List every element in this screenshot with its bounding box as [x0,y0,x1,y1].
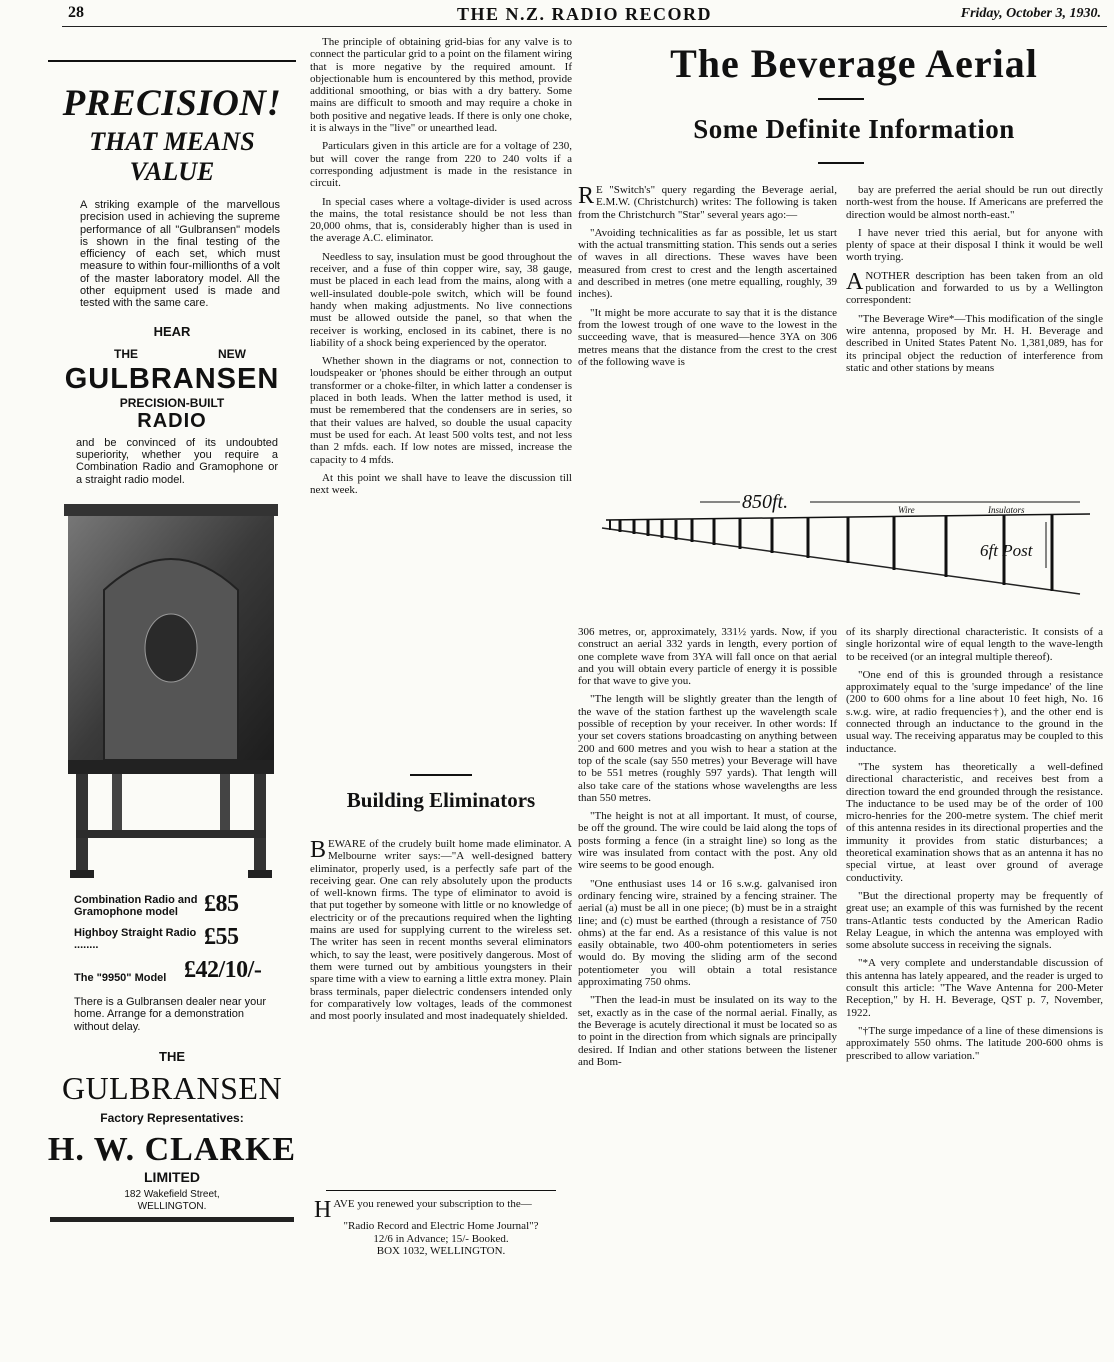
ad-limited: LIMITED [144,1169,200,1186]
article-subtitle: Some Definite Information [693,114,1015,144]
ad-precision-built: PRECISION-BUILT [119,395,225,410]
subscription-notice [310,1198,572,1258]
building-eliminators-body [310,838,572,1028]
paragraph: "The height is not at all important. It must, of course, be off the ground. The wire could be laid along the tops of posts forming a fence (in a straight line) so long as the wire was insulated from contact with the post. Any old wire seems to be good enough. [578,810,837,872]
diagram-post-label: 6ft Post [980,541,1033,560]
paragraph: "It might be more accurate to say that it is the distance from the lowest trough of one wave to the lowest in the succeeding wave, that is measured—hence 3YA on 306 metres means that the distance from the crest to the crest of the following wave is [578,306,837,368]
diagram-insulators-label: Insulators [988,505,1025,515]
ad-dealer-note: There is a Gulbransen dealer near your home. Arrange for a demonstration without delay. [74,995,266,1033]
radio-cabinet-illustration [60,498,282,886]
price-highboy [74,924,300,951]
price-label: The "9950" Model [74,971,167,984]
paragraph: The principle of obtaining grid-bias for any valve is to connect the particular grid to a point on the filament wiring that is more negative by the required amount. If objectionable hum is encountered by this method, provide additional smoothing, or bias with a dry battery. Some mains are difficult to smooth and may require a choke in both positive and negative leads. If there is only one choke, it is always in the "live" or unearthed lead. [310,36,572,135]
ad-city: WELLINGTON. [137,1201,207,1213]
ad-intro: A striking example of the marvellous precision used in achieving the supreme performance of all "Gulbransen" models is shown in the final testing of the efficiency of each set, which must measure to within four-millionths of a volt of the master laboratory model. All the other equipment used is made and tested with the same care. [80,199,280,310]
paragraph: At this point we shall have to leave the discussion till next week. [310,471,572,497]
renew-line-4: BOX 1032, WELLINGTON. [376,1245,506,1257]
ad-the: THE [114,346,138,361]
publication-title: THE N.Z. RADIO RECORD [456,4,713,24]
paragraph: "One end of this is grounded through a resistance approximately equal to the 'surge impedance' of the line (200 to 600 ohms for a line about 10 feet high, No. 16 s.w.g. wire, at radio frequencies†), and the other end is connected through an inductance to the ground in the usual way. The receiving apparatus may be coupled to this inductance. [846,668,1103,755]
paragraph: 306 metres, or, approximately, 331½ yards. Now, if you construct an aerial 332 yards in length, every portion of one complete wave from 3YA will fall once on that aerial and you will obtain every particle of energy it is possible for that wave to give you. [578,626,837,688]
renew-line-3: 12/6 in Advance; 15/- Booked. [373,1232,509,1245]
ad-brand: GULBRANSEN [64,362,280,395]
diagram-length-label: 850ft. [742,491,789,513]
ad-bottom-rule [50,1217,294,1222]
ad-headline: PRECISION! [62,83,282,124]
page-number: 28 [68,4,84,21]
paragraph: Whether shown in the diagrams or not, connection to loudspeaker or 'phones should be either through an output transformer or a choke-filter, in which latter a condenser is placed in both leads. When the latter method is used, it must be remembered that the condensers are in series, so that their values are halved, so double the usual capacity must be used for each. At least 500 volts test, and not less than 2 mfds. each. If low notes are missed, increase the capacity to 4 mfds. [310,355,572,466]
ad-hear: HEAR [153,323,191,339]
ad-the-new [114,347,246,361]
ad-subheadline: THAT MEANS VALUE [89,127,255,186]
renew-text: AVE you renewed your subscription to the— [333,1198,532,1210]
paragraph: Needless to say, insulation must be good throughout the receiver, and a fuse of thin copper wire, say, 38 gauge, must be placed in each lead from the mains, along with a well-insulated double-pole switch, which will be found handy when making adjustments. No live connections must be allowed outside the panel, so that when the receiver is working, enclosed in its cabinet, there is no liability of a shock being experienced by the operator. [310,250,572,349]
drop-cap: B [310,837,327,863]
renew-line-2: "Radio Record and Electric Home Journal"? [343,1220,539,1232]
ad-new: NEW [218,346,246,361]
paragraph: "The Beverage Wire*—This modification of the single wire antenna, proposed by Mr. H. H. Beverage and described in United States Patent No. 1,381,089, has for its principal object the reduction of interference from static and other stations by means [846,312,1103,374]
price-9950 [74,957,300,984]
ad-the-2: THE [159,1049,185,1065]
price-label: Combination Radio and Gramophone model [74,893,198,918]
gulbransen-advertisement [44,60,300,1286]
masthead [62,2,1107,27]
price-value: £85 [204,890,239,917]
ad-convinced: and be convinced of its undoubted superiority, whether you require a Combination Radio and Gramophone or a straight radio model. [76,436,278,486]
diagram-wire-label: Wire [898,505,915,515]
renew-line-1 [310,1197,572,1223]
paragraph: "*A very complete and understandable discussion of this antenna has lately appeared, and the reader is urged to consult this article: "The Wave Antenna for 200-Meter Reception," by H. H. Beverage, QST p. 7, November, 1922. [846,957,1103,1019]
section-rule [410,774,472,776]
article-title: The Beverage Aerial [670,41,1038,86]
drop-cap: R [578,183,595,209]
paragraph: "Then the lead-in must be insulated on its way to the set, exactly as in the case of the normal aerial. Finally, as the Beverage is acutely directional it must be located so as to point in the direction from which signals are principally desired. If Indian and other stations between the listener and Bom- [578,994,837,1068]
article-column-4 [846,184,1103,380]
paragraph: I have never tried this aerial, but for anyone with plenty of space at their disposal I think it would be well worth trying. [846,226,1103,264]
article-column-4-continued [846,626,1103,1068]
ad-factory-reps: Factory Representatives: [100,1111,244,1126]
paragraph: bay are preferred the aerial should be run out directly north-west from the house. If Americans are preferred the direction would be almost north-east." [846,184,1103,221]
price-value: £42/10/- [184,956,262,983]
paragraph: "The length will be slightly greater than the length of the wave of the station farthest up the wavelength scale possible of reception by your receiver. In other words: If your set covers stations broadcasting on anything between 200 and 600 metres and you wish to hear a station at the top of the scale (say 550 metres) your Beverage will have to be 551 metres (roughly 597 yards). That length will also take care of the stations whose wavelengths are less than 550 metres. [578,693,837,804]
beverage-aerial-diagram [600,490,1092,602]
ad-radio: RADIO [137,409,207,432]
building-eliminators-title: Building Eliminators [346,788,536,812]
price-value: £55 [204,923,239,950]
ad-brand-2: GULBRANSEN [61,1070,283,1107]
issue-date: Friday, October 3, 1930. [960,6,1101,21]
paragraph: "One enthusiast uses 14 or 16 s.w.g. galvanised iron ordinary fencing wire, strained by a fencing strainer. The aerial (a) must be all in one piece; (b) must be in a straight line; and (c) must be earthed (through a resistance of 750 ohms) at the far end. As a resistance of this value is not easily obtainable, two 400-ohm potentiometers in series would do. By moving the sliding arm of the second potentiometer you will obtain a total resistance approximating 750 ohms. [578,877,837,989]
price-combination [74,891,300,918]
paragraph: In special cases where a voltage-divider is used across the mains, the total resistance should be not less than 20,000 ohms, that is, considerably higher than is used in the average A.C. eliminator. [310,195,572,245]
paragraph: Particulars given in this article are for a voltage of 230, but will cover the range from 220 to 240 volts if a corresponding adjustment is made in the resistance in circuit. [310,140,572,190]
ad-street: 182 Wakefield Street, [124,1189,220,1201]
paragraph-text: E "Switch's" query regarding the Beverage aerial, E.M.W. (Christchurch) writes: The following is taken from the Christchurch "Star" several years ago:— [578,184,837,221]
drop-cap: A [846,268,864,295]
ad-address [44,1189,300,1213]
article-column-3-continued [578,626,837,1074]
renew-top-rule [326,1190,556,1191]
article-column-3 [578,184,837,374]
paragraph: "Avoiding technicalities as far as possible, let us start with the actual transmitting station. This sends out a series of waves in all directions. These waves have been measured from crest to crest and the length ascertained and described in metres (one metre equalling, roughly, 39 inches). [578,226,837,301]
ad-top-rule [48,60,296,62]
price-label: Highboy Straight Radio ........ [74,926,197,951]
paragraph: of its sharply directional characteristic. It consists of a single horizontal wire of equal length to the wave-length to be received (or an integral multiple thereof). [846,626,1103,663]
paragraph-text: NOTHER description has been taken from an old publication and forwarded to us by a Wellington correspondent: [846,269,1103,307]
title-rule [818,98,864,100]
drop-cap: H [314,1197,332,1223]
ad-company: H. W. CLARKE [47,1131,297,1169]
paragraph [578,184,837,221]
paragraph-text: EWARE of the crudely built home made eliminator. A Melbourne writer says:—"A well-designed battery eliminator, properly used, is a perfectly safe part of the receiving gear. One can rely absolutely upon the products of well-known firms. The type of eliminator to avoid is that put together by someone with little or no knowledge of electricity or of the precautions required when the lighting mains are used for supplying current to the wireless set. The writer has seen in recent months several eliminators which, to say the least, were positively dangerous. Most of them were turned out by ambitious youngsters in their spare time with a view to earning a little extra money. Plain brass terminals, paper dielectric condensers intended only for comparatively low voltages, leads of the commonest and most poorly insulated and most inadequately shielded. [310,838,572,1023]
paragraph: "But the directional property may be frequently of great use; an example of this was furnished by the recent trans-Atlantic tests conducted by the American Radio Relay League, in which the antenna was employed with some absolute success in receiving the signals. [846,889,1103,952]
column-2 [310,36,572,502]
subtitle-rule [818,162,864,164]
paragraph [846,270,1103,307]
paragraph: "The system has theoretically a well-defined directional characteristic, and receives best from a direction toward the end grounded through the resistance. The inductance to be used may be of the order of 100 micro-henries for the 200-metre system. The chief merit of this antenna resides in its directional properties and the immunity it provides from static disturbances; a theoretical examination shows that as an antenna it has no special virtue, at least over ground of average conductivity. [846,760,1103,884]
paragraph: "†The surge impedance of a line of these dimensions is approximately 550 ohms. The latitude 200-600 ohms is prescribed to allow variation." [846,1024,1103,1062]
paragraph [310,838,572,1022]
